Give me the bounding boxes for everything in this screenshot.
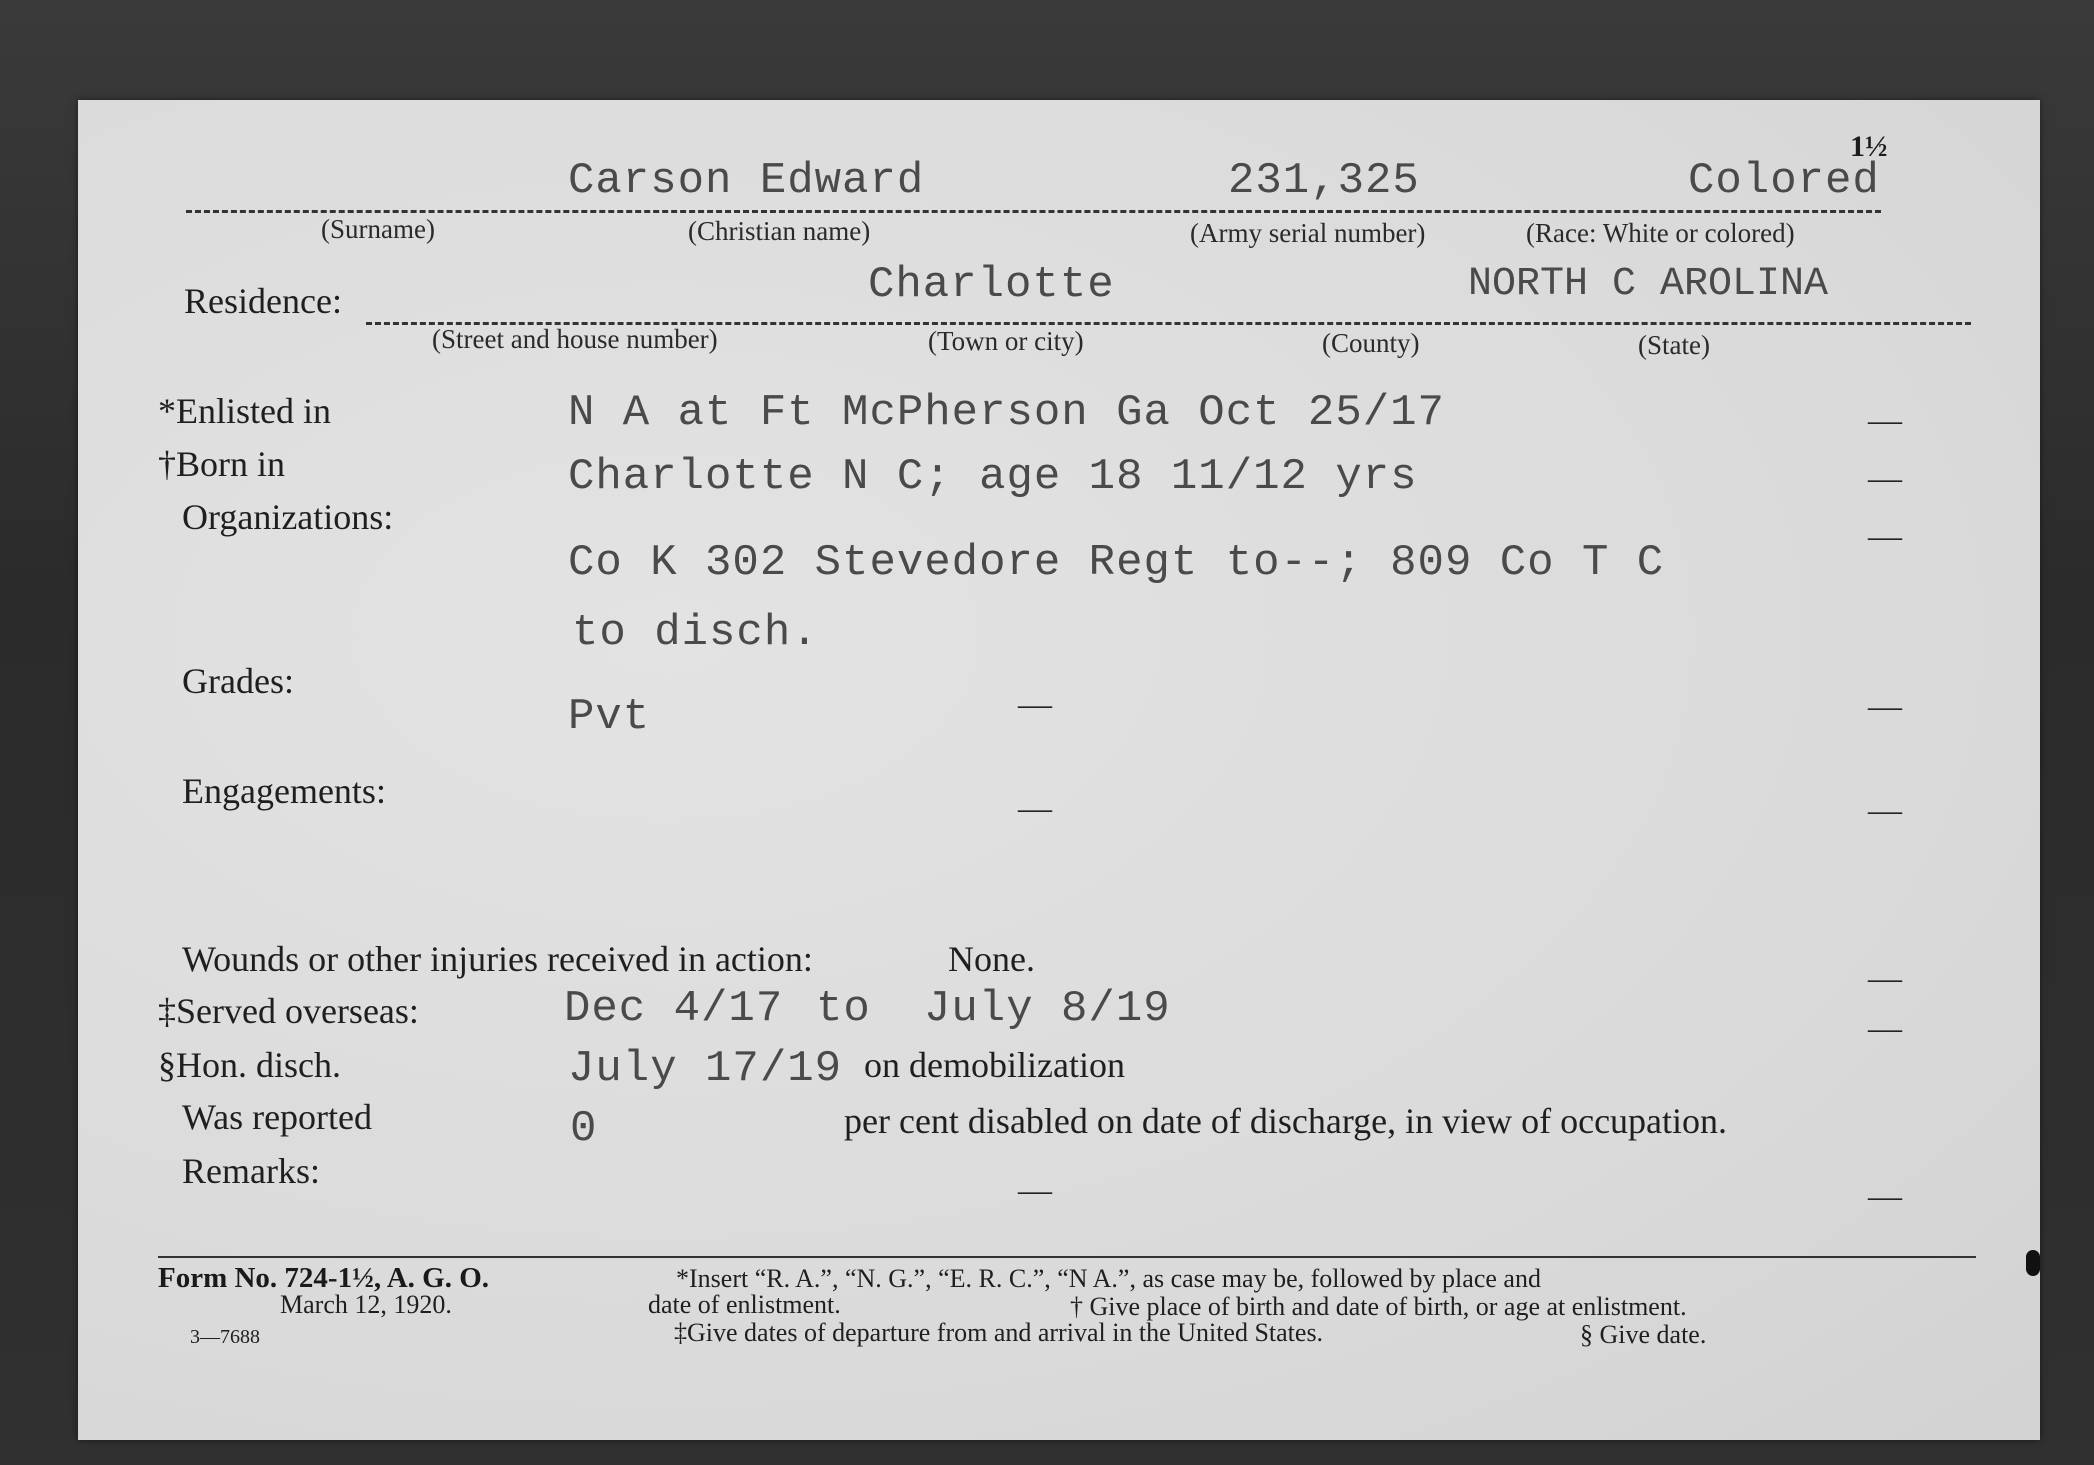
enlisted-end-dash: —: [1868, 402, 1902, 439]
residence-label: Residence:: [184, 281, 342, 321]
caption-street: (Street and house number): [432, 324, 718, 354]
born-label: †Born in: [158, 444, 286, 484]
footnote-enlistment-line2: date of enlistment.: [648, 1290, 841, 1319]
caption-race: (Race: White or colored): [1526, 218, 1795, 248]
caption-christian-name: (Christian name): [688, 216, 871, 246]
wounds-label: Wounds or other injuries received in action:: [182, 939, 813, 979]
overseas-to-word: to: [816, 984, 871, 1034]
born-end-dash: —: [1868, 460, 1902, 497]
wounds-value: None.: [948, 939, 1035, 979]
grades-value: Pvt: [568, 692, 651, 742]
served-overseas-label: ‡Served overseas:: [158, 991, 419, 1031]
was-reported-label: Was reported: [182, 1097, 373, 1137]
was-reported-value: 0: [570, 1104, 598, 1154]
engagements-end-dash: —: [1868, 792, 1902, 829]
organizations-line1: Co K 302 Stevedore Regt to--; 809 Co T C: [568, 538, 1665, 588]
residence-town-value: Charlotte: [868, 260, 1115, 310]
footnote-birth: † Give place of birth and date of birth, or age at enlistment.: [1070, 1292, 1687, 1321]
was-reported-text: per cent disabled on date of discharge, in view of occupation.: [844, 1101, 1728, 1141]
engagements-mid-dash: —: [1018, 790, 1052, 827]
organizations-end-dash: —: [1868, 518, 1902, 555]
print-code: 3—7688: [190, 1326, 260, 1348]
hon-disch-end-dash: —: [1868, 1010, 1902, 1047]
organizations-line2: to disch.: [572, 608, 819, 658]
remarks-mid-dash: —: [1018, 1172, 1052, 1209]
corner-mark: 1½: [1850, 130, 1888, 163]
footer-rule: [158, 1256, 1976, 1258]
army-serial-number-value: 231,325: [1228, 156, 1420, 206]
enlisted-value: N A at Ft McPherson Ga Oct 25/17: [568, 388, 1445, 438]
engagements-label: Engagements:: [182, 771, 386, 811]
name-row-rule: [186, 210, 1881, 213]
remarks-end-dash: —: [1868, 1178, 1902, 1215]
form-date: March 12, 1920.: [280, 1290, 452, 1319]
caption-surname: (Surname): [321, 214, 435, 244]
surname-christian-name-value: Carson Edward: [568, 156, 925, 206]
overseas-from-value: Dec 4/17: [564, 984, 784, 1034]
overseas-to-value: July 8/19: [924, 984, 1171, 1034]
footnote-discharge: § Give date.: [1580, 1320, 1707, 1349]
overseas-end-dash: —: [1868, 960, 1902, 997]
hon-disch-label: §Hon. disch.: [158, 1045, 341, 1085]
grades-mid-dash: —: [1018, 686, 1052, 723]
grades-label: Grades:: [182, 661, 294, 701]
footnote-overseas: ‡Give dates of departure from and arrival in the United States.: [674, 1318, 1324, 1347]
hon-disch-text: on demobilization: [864, 1045, 1125, 1085]
form-number: Form No. 724-1½, A. G. O.: [158, 1262, 490, 1294]
residence-state-value: NORTH C AROLINA: [1468, 262, 1829, 307]
hon-disch-value: July 17/19: [568, 1044, 843, 1094]
born-value: Charlotte N C; age 18 11/12 yrs: [568, 452, 1418, 502]
grades-end-dash: —: [1868, 688, 1902, 725]
race-value: Colored: [1688, 156, 1880, 206]
footnote-enlistment-line1: *Insert “R. A.”, “N. G.”, “E. R. C.”, “N A.”, as case may be, followed by place and: [676, 1264, 1541, 1293]
remarks-label: Remarks:: [182, 1151, 320, 1191]
organizations-label: Organizations:: [182, 497, 394, 537]
caption-county: (County): [1322, 328, 1420, 358]
caption-state: (State): [1638, 330, 1710, 360]
service-record-card: [78, 100, 2040, 1440]
caption-town: (Town or city): [928, 326, 1084, 356]
enlisted-label: *Enlisted in: [158, 391, 331, 431]
caption-army-serial: (Army serial number): [1190, 218, 1426, 248]
scan-binding-dot: [2026, 1250, 2040, 1276]
